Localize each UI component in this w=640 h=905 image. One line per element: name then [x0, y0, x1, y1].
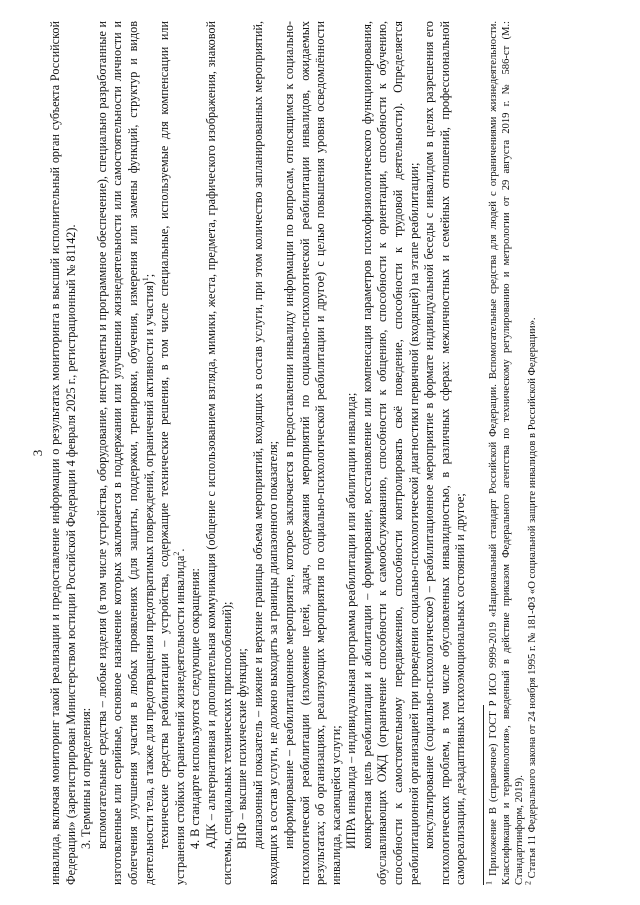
paragraph-text: АДК – альтернативная и дополнительная коммуникация (общение с использованием взгляда, мимики, жеста, предмета, графического изображения, знаковой системы, специальных технических приспособлений);	[203, 20, 234, 885]
footnote-text: Статья 11 Федерального закона от 24 ноября 1995 г. № 181-ФЗ «О социальной защите инвалидов в Российской Федерации».	[527, 316, 539, 881]
paragraph-text: конкретная цель реабилитации и абилитации – формирование, восстановление или компенсация параметров психофизиологического функционирования, обуславливающих ОЖД (ограничение способности к самообслуживанию, способности к общению, способности к ориентации, способности к обучению, способности к самостоятельному передвижению, способности контролировать своё поведение, способности к трудовой деятельности). Определяется реабилитационной организацией при проведении социально-психологической диагностики первичной (входящей) на этапе реабилитации;	[359, 20, 421, 885]
paragraph	[422, 21, 469, 885]
footnote-mark: 2	[523, 880, 533, 885]
footnotes	[483, 21, 539, 885]
paragraph-text: информирование – реабилитационное мероприятие, которое заключается в предоставлении инвалиду информации по вопросам, относящимся к социально-психологической реабилитации (изложение целей, задач, содержания мероприятий по социально-психологической реабилитации инвалидов, ожидаемых результатах; об организациях, реализующих мероприятия по социально-психологической реабилитации и другое) с целью повышения уровня осведомлённости инвалида, касающейся услуги;	[281, 20, 343, 885]
footnote-mark: 1	[484, 880, 494, 885]
paragraph-text: инвалида, включая мониторинг такой реализации и предоставление информации о результатах мониторинга в высший исполнительный орган субъекта Российской Федерации» (зарегистрирован Министерством юстиции Российской Федерации 4 февраля 2025 г., регистрационный № 81142).	[48, 20, 78, 885]
paragraph	[235, 21, 251, 885]
paragraph	[188, 21, 204, 885]
paragraph-text: 4. В стандарте используются следующие сокращения:	[188, 567, 203, 849]
paragraph-text: технические средства реабилитации – устройства, содержащие технические решения, в том числе специальные, используемые для компенсации или устранения стойких ограничений жизнедеятельности инвалида	[157, 20, 187, 885]
paragraph	[344, 21, 360, 885]
body-text	[48, 21, 469, 885]
footnote-list	[484, 20, 539, 885]
paragraph-tail: .	[172, 548, 187, 552]
paragraph-text: вспомогательные средства – любые изделия (в том числе устройства, оборудование, инструменты и программное обеспечение), специально разработанные и изготовленные или серийные, основное назначение которых заключается в поддержании или улучшении жизнедеятельности или самостоятельности личности и облегчения улучшения участия в любых проявлениях (для защиты, поддержки, тренировки, обучения, измерения или замены функций, структур и видов деятельности тела, а также для предотвращения предотвратимых повреждений, ограничений активности и участия)	[94, 20, 156, 885]
page-number: 3	[30, 449, 45, 456]
paragraph-text: ИПРА инвалида – индивидуальная программа реабилитации или абилитации инвалида;	[344, 392, 359, 849]
footnote-ref: 1	[140, 276, 150, 281]
paragraph	[251, 21, 282, 885]
paragraph	[157, 21, 188, 885]
footnote-ref: 2	[171, 551, 181, 556]
footnote	[523, 21, 539, 885]
paragraph	[79, 21, 95, 885]
paragraph	[282, 21, 344, 885]
rotated-page-content	[30, 13, 610, 893]
paragraph-text: ВПФ – высшие психические функции;	[235, 647, 250, 849]
paragraph	[204, 21, 235, 885]
paragraph-text: диапазонный показатель – нижние и верхние границы объема мероприятий, входящих в состав услуги, при этом количество запланированных мероприятий, входящих в состав услуги, не должно выходить за границы диапазонного показателя;	[250, 20, 281, 885]
footnote-text: Приложение В (справочное) ГОСТ Р ИСО 9999-2019 «Национальный стандарт Российской Федерации. Вспомогательные средства для людей с ограничениями жизнедеятельности. Классификация и терминология», введенный в действие приказом Федерального агентства по техническому регулированию и метрологии от 29 августа 2019 г. № 586-ст (М.: Стандартинформ, 2019).	[488, 20, 526, 885]
paragraph-text: 3. Термины и определения:	[79, 707, 94, 849]
paragraph	[95, 21, 157, 885]
paragraph	[48, 21, 79, 885]
footnote	[484, 20, 526, 885]
paragraph	[360, 21, 422, 885]
paragraph-text: консультирование (социально-психологическое) – реабилитационное мероприятие в формате индивидуальной беседы с инвалидом в целях разрешения его психологических проблем, в том числе обусловленных инвалидностью, в различных сферах: межличностных и семейных отношений, профессиональной самореализации, дезадаптивных психоэмоциональных состояний и другое;	[422, 20, 468, 885]
paragraph-tail: ;	[141, 273, 156, 277]
footnote-separator	[483, 705, 484, 885]
